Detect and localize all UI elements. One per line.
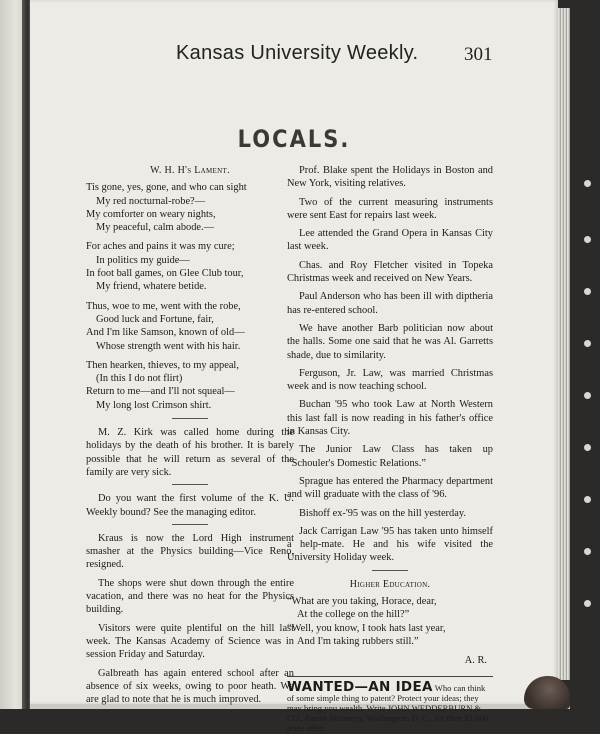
scanner-thumb [524,676,570,709]
poem-stanza [86,359,294,412]
poem-line: My friend, whatere betide. [96,281,207,293]
poem-line: In foot ball games, on Glee Club tour, [86,268,244,280]
running-header [30,40,558,70]
news-item: We have another Barb politician now about the halls. Some one said that he was Al. Garretts shade, due to similarity. [287,322,493,361]
poem-line: Whose strength went with his hair. [96,340,241,352]
patent-advertisement [287,676,493,734]
news-item: Jack Carrigan Law '95 has taken unto himself a help-mate. He and his wife visited the University Holiday week. [287,525,493,564]
binding-hole [584,236,591,243]
poem-stanza [287,595,493,648]
poem-signature: A. R. [464,655,487,667]
left-column [86,164,294,711]
section-heading: LOCALS. [237,125,351,153]
poem-line: My peaceful, calm abode.— [96,222,215,234]
publication-title: Kansas University Weekly. [176,42,419,64]
binding-hole [584,392,591,399]
divider-rule [372,570,408,571]
divider-rule [172,418,208,419]
binding-hole [584,288,591,295]
poem-line: Tis gone, yes, gone, and who can sight [86,182,247,194]
news-item: Bishoff ex-'95 was on the hill yesterday. [299,507,466,519]
poem-title: W. H. H's Lament. [150,165,230,176]
news-item: Prof. Blake spent the Holidays in Boston and New York, visiting relatives. [287,165,493,190]
ad-headline: WANTED—AN IDEA [287,678,433,695]
news-item: Sprague has entered the Pharmacy department and will graduate with the class of '96. [287,475,493,501]
poem-stanza [86,240,294,293]
poem-stanza [86,300,294,353]
poem-line: “Well, you know, I took hats last year, [287,622,446,634]
poem-line: And I'm taking rubbers still.” [297,635,419,647]
poem-title: Higher Education. [349,578,431,590]
news-item: M. Z. Kirk was called home during the holidays by the death of his brother. It is barely possible that he will return as several of the family are very sick. [86,427,294,478]
poem-line: Good luck and Fortune, fair, [96,313,214,325]
news-item: The shops were shut down through the entire vacation, and there was no heat for the Physics building. [86,577,294,616]
binding-hole [584,496,591,503]
divider-rule [172,484,208,485]
divider-rule [172,524,208,525]
poem-stanza [86,181,294,234]
page-stack-edge [556,8,570,680]
poem-line: Return to me—and I'll not squeal— [86,386,235,398]
news-item: Paul Anderson who has been ill with diptheria has re-entered school. [287,291,493,316]
binding-hole [584,548,591,555]
news-item: Lee attended the Grand Opera in Kansas City last week. [287,228,493,253]
scanned-page [30,0,558,734]
poem-line: (In this I do not flirt) [96,373,183,385]
news-item: The Junior Law Class has taken up “Schouler's Domestic Relations.” [287,444,493,469]
news-item: Do you want the first volume of the K. U. Weekly bound? See the managing editor. [86,493,294,518]
poem-line: Then hearken, thieves, to my appeal, [86,359,239,371]
poem-line: My red nocturnal-robe?— [96,195,206,207]
poem-line: For aches and pains it was my cure; [86,241,235,253]
news-item: Two of the current measuring instruments were sent East for repairs last week. [287,196,493,221]
binding-hole [584,180,591,187]
binding-hole [584,444,591,451]
news-item: Galbreath has again entered school after an absence of six weeks, owing to poor heath. We are glad to note that he is much improved. [86,667,294,706]
binding-hole [584,600,591,607]
poem-line: “What are you taking, Horace, dear, [287,596,437,608]
poem-line: And I'm like Samson, known of old— [86,327,245,339]
news-item: Visitors were quite plentiful on the hill last week. The Kansas Academy of Science was in session Friday and Saturday. [86,622,294,661]
poem-line: In politics my guide— [96,254,190,266]
poem-line: My comforter on weary nights, [86,208,216,220]
ad-body: Who can think of some simple thing to patent? Protect your ideas; they may bring you wealth. Write JOHN WEDDERBURN & CO., Patent Attorneys, Washington, D. C., for their $1,800 prize offer. [287,682,489,734]
right-column [287,164,493,734]
poem-line: Thus, woe to me, went with the robe, [86,300,241,312]
poem-line: At the college on the hill?” [297,609,410,621]
news-item: Chas. and Roy Fletcher visited in Topeka Christmas week and received on New Years. [287,259,493,285]
page-number: 301 [464,44,493,65]
poem-line: My long lost Crimson shirt. [96,399,212,411]
news-item: Buchan '95 who took Law at North Western this last fall is now reading in his father's office in Kansas City. [287,399,493,438]
news-item: Ferguson, Jr. Law, was married Christmas week and is now teaching school. [287,367,493,393]
binding-hole [584,340,591,347]
news-item: Kraus is now the Lord High instrument smasher at the Physics building—Vice Reno, resigned. [86,532,294,571]
